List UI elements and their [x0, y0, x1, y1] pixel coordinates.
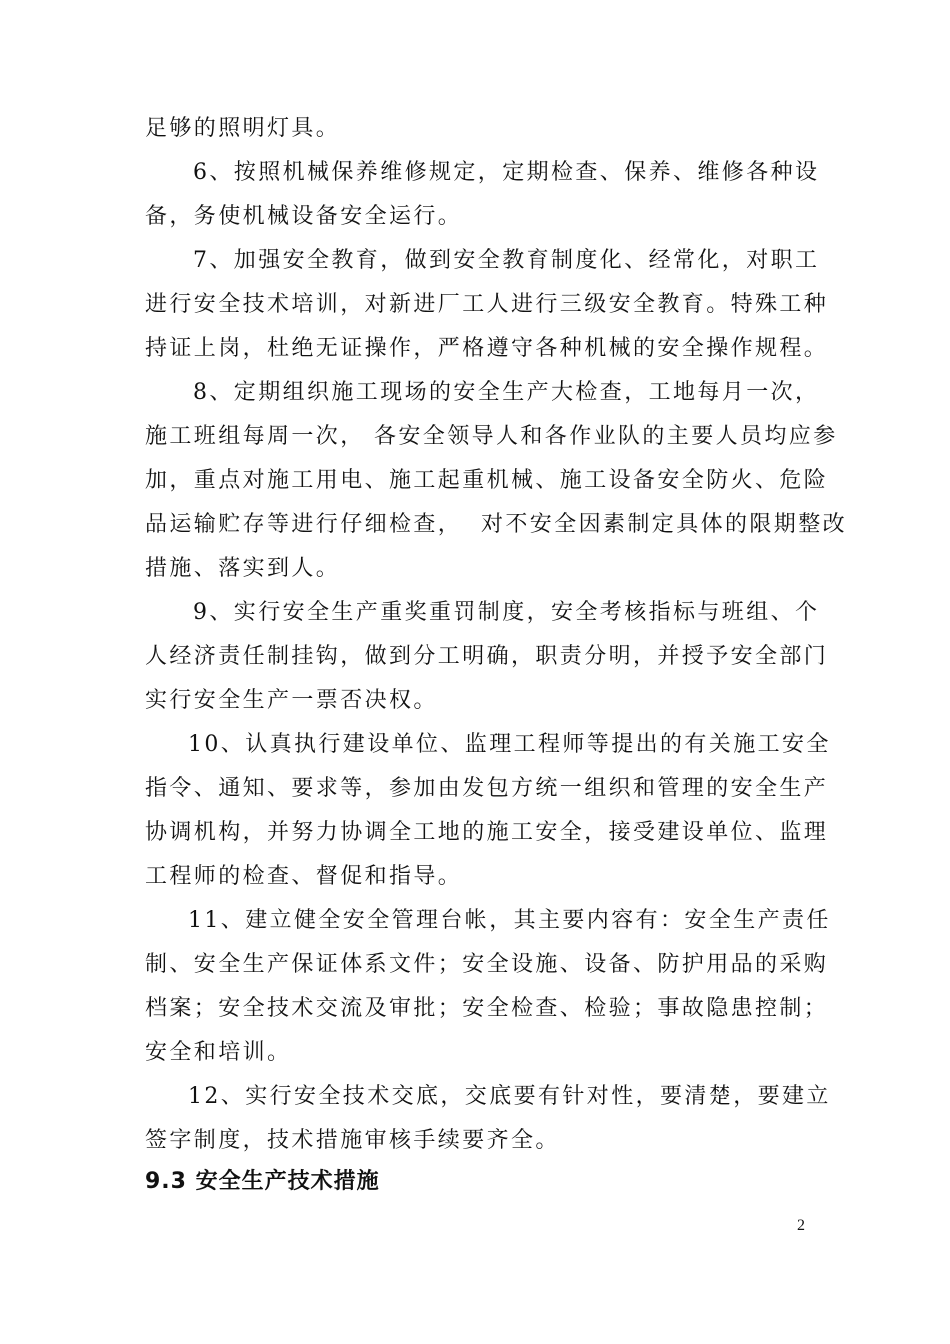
- text-line: 措施、落实到人。: [145, 556, 341, 581]
- text-line: 协调机构，并努力协调全工地的施工安全，接受建设单位、监理: [145, 820, 829, 845]
- text-line: 11、建立健全安全管理台帐，其主要内容有：安全生产责任: [188, 908, 831, 933]
- text-line: 人经济责任制挂钩，做到分工明确，职责分明，并授予安全部门: [145, 644, 829, 669]
- text-line: 施工班组每周一次， 各安全领导人和各作业队的主要人员均应参: [145, 424, 838, 449]
- text-line: 加，重点对施工用电、施工起重机械、施工设备安全防火、危险: [145, 468, 829, 493]
- text-line: 8、定期组织施工现场的安全生产大检查，工地每月一次，: [193, 380, 820, 405]
- text-line: 品运输贮存等进行仔细检查， 对不安全因素制定具体的限期整改: [145, 512, 847, 537]
- text-line: 持证上岗，杜绝无证操作，严格遵守各种机械的安全操作规程。: [145, 336, 829, 361]
- text-line: 足够的照明灯具。: [145, 116, 341, 141]
- text-line: 9、实行安全生产重奖重罚制度，安全考核指标与班组、个: [193, 600, 820, 625]
- text-line: 安全和培训。: [145, 1040, 292, 1065]
- text-line: 备，务使机械设备安全运行。: [145, 204, 463, 229]
- text-line: 指令、通知、要求等，参加由发包方统一组织和管理的安全生产: [145, 776, 829, 801]
- text-line: 12、实行安全技术交底，交底要有针对性，要清楚，要建立: [188, 1084, 831, 1109]
- text-line: 签字制度，技术措施审核手续要齐全。: [145, 1128, 560, 1153]
- text-line: 实行安全生产一票否决权。: [145, 688, 438, 713]
- text-line: 6、按照机械保养维修规定，定期检查、保养、维修各种设: [193, 160, 820, 185]
- text-line: 进行安全技术培训，对新进厂工人进行三级安全教育。特殊工种: [145, 292, 829, 317]
- text-line: 工程师的检查、督促和指导。: [145, 864, 463, 889]
- section-heading: 9.3 安全生产技术措施: [145, 1169, 380, 1194]
- text-line: 档案；安全技术交流及审批；安全检查、检验；事故隐患控制；: [145, 996, 829, 1021]
- page-number: 2: [797, 1217, 805, 1234]
- text-line: 7、加强安全教育，做到安全教育制度化、经常化，对职工: [193, 248, 820, 273]
- text-line: 10、认真执行建设单位、监理工程师等提出的有关施工安全: [188, 732, 831, 757]
- text-line: 制、安全生产保证体系文件；安全设施、设备、防护用品的采购: [145, 952, 829, 977]
